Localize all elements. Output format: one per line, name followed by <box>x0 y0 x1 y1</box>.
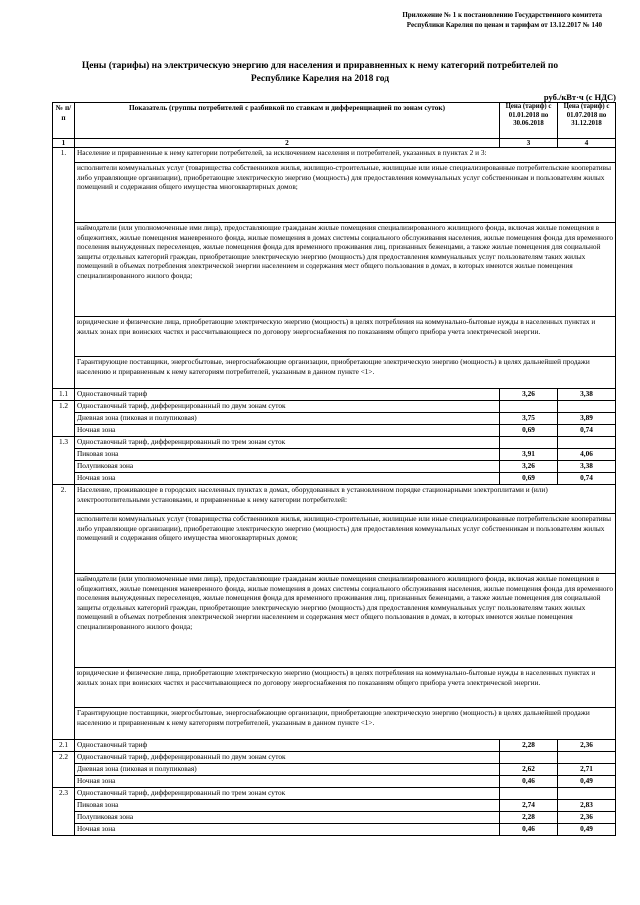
consumer-group-text: наймодатели (или уполномоченные ими лица), предоставляющие гражданам жилые помещения специализированного жилищного фонда, включая жилые помещения в общежитиях, жилые помещения маневренного фонда, жилые помещения в домах системы социального обслуживания населения, жилые помещения фонда для временного поселения вынужденных переселенцев, жилые помещения фонда для временного проживания лиц, признанных беженцами, а также жилые помещения для социальной защиты отдельных категорий граждан, приобретающие электрическую энергию (мощность) для предоставления коммунальных услуг пользователям таких жилых помещений в объемах потребления электрической энергии населением и содержания мест общего пользования в домах, в которых имеются жилые помещения специализированного жилого фонда; <box>75 574 616 668</box>
tariff-label: Ночная зона <box>75 824 500 836</box>
consumer-group-row <box>53 163 616 223</box>
tariff-label: Пиковая зона <box>75 449 500 461</box>
tariff-value-h1: 2,28 <box>500 812 558 824</box>
section-number: 2. <box>53 485 75 740</box>
annex-line-1: Приложение № 1 к постановлению Государственного комитета <box>402 11 602 19</box>
tariff-value-h2: 0,74 <box>558 425 616 437</box>
tariff-row <box>53 437 616 449</box>
tariff-row <box>53 764 616 776</box>
title-line-1: Цены (тарифы) на электрическую энергию для населения и приравненных к нему категорий потребителей по <box>81 61 559 71</box>
index-cell: 2 <box>75 139 500 148</box>
section-number: 1. <box>53 148 75 389</box>
rate-number: 2.2 <box>53 752 75 788</box>
tariff-row <box>53 473 616 485</box>
consumer-group-row <box>53 357 616 389</box>
title-line-2: Республике Карелия на 2018 год <box>250 74 390 84</box>
index-cell: 1 <box>53 139 75 148</box>
annex-note <box>202 10 602 30</box>
consumer-group-row <box>53 574 616 668</box>
consumer-group-text: исполнители коммунальных услуг (товарищества собственников жилья, жилищно-строительные, жилищные или иные специализированные потребительские кооперативы либо управляющие организации), приобретающие электрическую энергию (мощность) для предоставления коммунальных услуг собственникам и пользователям жилых помещений и содержания общего имущества многоквартирных домов; <box>75 163 616 223</box>
tariff-row <box>53 812 616 824</box>
index-row <box>53 139 616 148</box>
tariff-value-h1: 3,26 <box>500 461 558 473</box>
rate-number: 1.3 <box>53 437 75 485</box>
header-num: № п/п <box>53 103 75 139</box>
tariff-label: Полупиковая зона <box>75 812 500 824</box>
tariff-row <box>53 788 616 800</box>
tariff-value-h2 <box>558 788 616 800</box>
tariff-value-h1: 2,28 <box>500 740 558 752</box>
tariff-label: Одноставочный тариф <box>75 389 500 401</box>
tariff-value-h2: 2,36 <box>558 740 616 752</box>
tariff-value-h2 <box>558 752 616 764</box>
tariff-value-h1: 0,69 <box>500 425 558 437</box>
header-row <box>53 103 616 139</box>
tariff-row <box>53 401 616 413</box>
tariff-value-h2: 3,38 <box>558 461 616 473</box>
tariff-row <box>53 800 616 812</box>
index-cell: 3 <box>500 139 558 148</box>
tariff-row <box>53 824 616 836</box>
tariff-value-h1: 2,62 <box>500 764 558 776</box>
section-intro: Население, проживающее в городских населенных пунктах в домах, оборудованных в установленном порядке стационарными электроплитами и (или) электроотопительными установками, и приравненные к нему категории потребителей: <box>75 485 616 514</box>
tariff-label: Полупиковая зона <box>75 461 500 473</box>
unit-label: руб./кВт·ч (с НДС) <box>543 92 616 102</box>
consumer-group-text: юридические и физические лица, приобретающие электрическую энергию (мощность) в целях потребления на коммунально-бытовые нужды в населенных пунктах и жилых зонах при воинских частях и рассчитывающиеся по договору энергоснабжения по показаниям общего прибора учета электрической энергии. <box>75 668 616 708</box>
tariff-value-h2: 2,36 <box>558 812 616 824</box>
tariff-row <box>53 461 616 473</box>
tariff-label: Одноставочный тариф, дифференцированный по двум зонам суток <box>75 401 500 413</box>
tariff-value-h1 <box>500 401 558 413</box>
rate-number: 1.1 <box>53 389 75 401</box>
tariff-label: Одноставочный тариф <box>75 740 500 752</box>
index-cell: 4 <box>558 139 616 148</box>
section-intro-row <box>53 485 616 514</box>
tariff-value-h1 <box>500 437 558 449</box>
rate-number: 2.1 <box>53 740 75 752</box>
header-indicator: Показатель (группы потребителей с разбивкой по ставкам и дифференциацией по зонам суток) <box>75 103 500 139</box>
consumer-group-text: исполнители коммунальных услуг (товарищества собственников жилья, жилищно-строительные, жилищные или иные специализированные потребительские кооперативы либо управляющие организации), приобретающие электрическую энергию (мощность) для предоставления коммунальных услуг собственникам и пользователям жилых помещений и содержания общего имущества многоквартирных домов; <box>75 514 616 574</box>
tariff-label: Пиковая зона <box>75 800 500 812</box>
tariff-table <box>52 102 616 836</box>
tariff-value-h1: 0,69 <box>500 473 558 485</box>
consumer-group-row <box>53 708 616 740</box>
tariff-value-h1 <box>500 788 558 800</box>
consumer-group-text: наймодатели (или уполномоченные ими лица), предоставляющие гражданам жилые помещения специализированного жилищного фонда, включая жилые помещения в общежитиях, жилые помещения маневренного фонда, жилые помещения в домах системы социального обслуживания населения, жилые помещения фонда для временного поселения вынужденных переселенцев, жилые помещения фонда для временного проживания лиц, признанных беженцами, а также жилые помещения для социальной защиты отдельных категорий граждан, приобретающие электрическую энергию (мощность) для предоставления коммунальных услуг пользователям таких жилых помещений в объемах потребления электрической энергии населением и содержания мест общего пользования в домах, в которых имеются жилые помещения специализированного жилого фонда; <box>75 223 616 317</box>
tariff-label: Одноставочный тариф, дифференцированный по трем зонам суток <box>75 788 500 800</box>
tariff-value-h1: 2,74 <box>500 800 558 812</box>
tariff-value-h1: 3,75 <box>500 413 558 425</box>
tariff-label: Ночная зона <box>75 425 500 437</box>
tariff-value-h2 <box>558 437 616 449</box>
tariff-value-h1: 0,46 <box>500 776 558 788</box>
tariff-label: Одноставочный тариф, дифференцированный по двум зонам суток <box>75 752 500 764</box>
header-price-2: Цена (тариф) с 01.07.2018 по 31.12.2018 <box>558 103 616 139</box>
tariff-value-h1: 0,46 <box>500 824 558 836</box>
tariff-value-h2 <box>558 401 616 413</box>
tariff-label: Дневная зона (пиковая и полупиковая) <box>75 764 500 776</box>
tariff-row <box>53 425 616 437</box>
tariff-value-h2: 0,49 <box>558 824 616 836</box>
consumer-group-text: Гарантирующие поставщики, энергосбытовые, энергоснабжающие организации, приобретающие электрическую энергию (мощность) в целях дальнейшей продажи населению и приравненным к нему категориям потребителей, указанным в данном пункте <1>. <box>75 708 616 740</box>
tariff-label: Ночная зона <box>75 473 500 485</box>
consumer-group-text: Гарантирующие поставщики, энергосбытовые, энергоснабжающие организации, приобретающие электрическую энергию (мощность) в целях дальнейшей продажи населению и приравненным к нему категориям потребителей, указанным в данном пункте <1>. <box>75 357 616 389</box>
rate-number: 1.2 <box>53 401 75 437</box>
tariff-label: Дневная зона (пиковая и полупиковая) <box>75 413 500 425</box>
tariff-row <box>53 752 616 764</box>
tariff-value-h2: 4,06 <box>558 449 616 461</box>
rate-number: 2.3 <box>53 788 75 836</box>
consumer-group-row <box>53 223 616 317</box>
tariff-value-h2: 2,83 <box>558 800 616 812</box>
tariff-value-h2: 3,38 <box>558 389 616 401</box>
tariff-label: Одноставочный тариф, дифференцированный по трем зонам суток <box>75 437 500 449</box>
tariff-row <box>53 389 616 401</box>
consumer-group-text: юридические и физические лица, приобретающие электрическую энергию (мощность) в целях потребления на коммунально-бытовые нужды в населенных пунктах и жилых зонах при воинских частях и рассчитывающиеся по договору энергоснабжения по показаниям общего прибора учета электрической энергии. <box>75 317 616 357</box>
tariff-row <box>53 776 616 788</box>
annex-line-2: Республики Карелия по ценам и тарифам от 13.12.2017 № 140 <box>406 21 602 29</box>
tariff-value-h2: 2,71 <box>558 764 616 776</box>
tariff-value-h1 <box>500 752 558 764</box>
consumer-group-row <box>53 668 616 708</box>
tariff-row <box>53 740 616 752</box>
section-intro: Население и приравненные к нему категории потребителей, за исключением населения и потребителей, указанных в пунктах 2 и 3: <box>75 148 616 163</box>
tariff-value-h2: 0,74 <box>558 473 616 485</box>
section-intro-row <box>53 148 616 163</box>
tariff-row <box>53 449 616 461</box>
document-title <box>40 60 600 86</box>
consumer-group-row <box>53 317 616 357</box>
consumer-group-row <box>53 514 616 574</box>
tariff-row <box>53 413 616 425</box>
tariff-label: Ночная зона <box>75 776 500 788</box>
tariff-value-h2: 3,89 <box>558 413 616 425</box>
header-price-1: Цена (тариф) с 01.01.2018 по 30.06.2018 <box>500 103 558 139</box>
tariff-value-h1: 3,26 <box>500 389 558 401</box>
tariff-value-h1: 3,91 <box>500 449 558 461</box>
tariff-value-h2: 0,49 <box>558 776 616 788</box>
